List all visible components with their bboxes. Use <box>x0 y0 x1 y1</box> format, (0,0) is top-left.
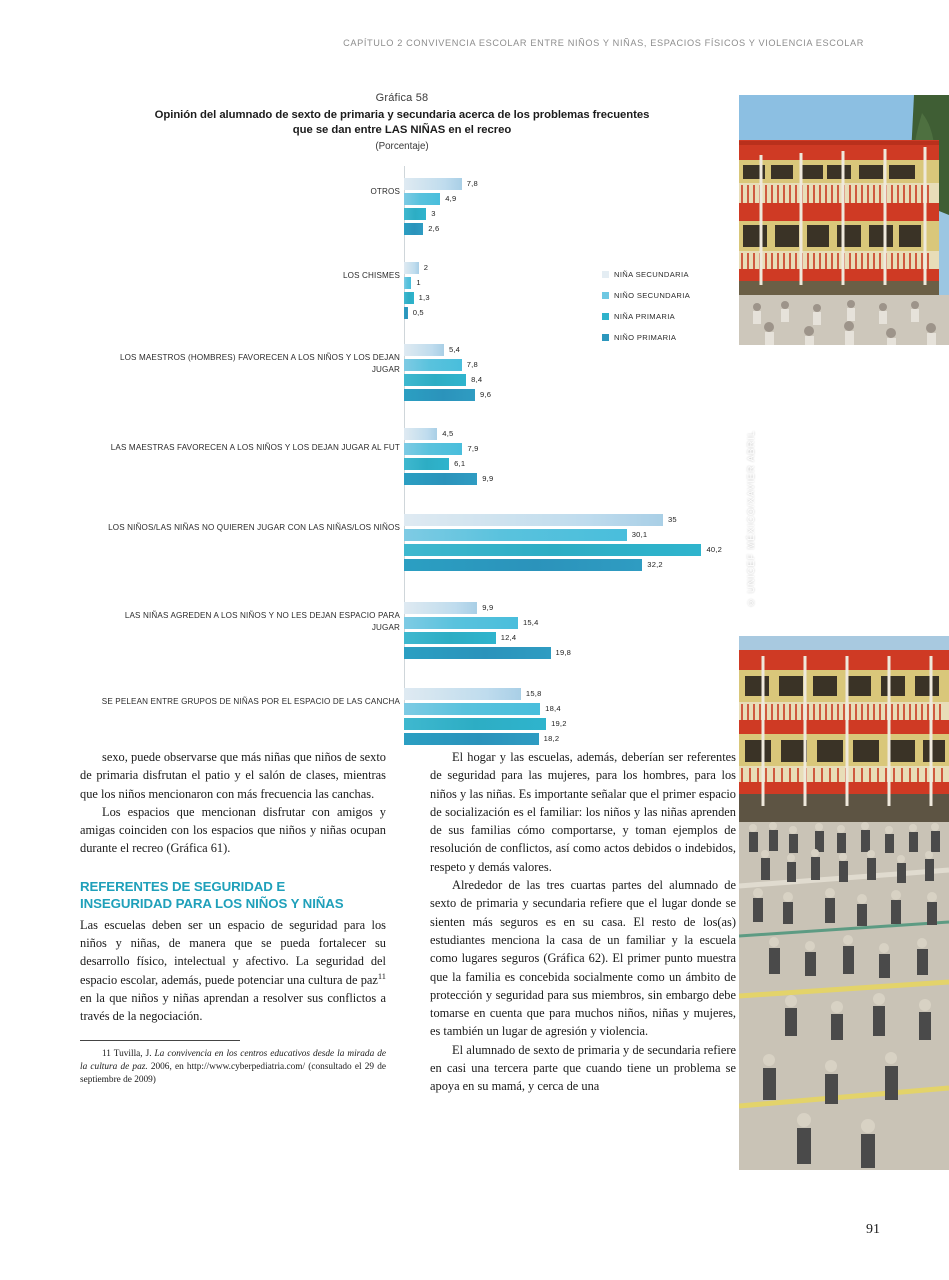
chart-bar-value-label: 18,4 <box>545 704 561 714</box>
chart-bar-value-label: 1 <box>416 278 421 288</box>
chart-bar-value-label: 4,5 <box>442 429 454 439</box>
chart-bar-row <box>404 223 478 235</box>
chart-bar <box>404 292 414 304</box>
chart-bar-value-label: 12,4 <box>500 633 517 643</box>
chart-bar-row <box>404 262 430 274</box>
chart-bar-row <box>404 703 567 715</box>
chart-bar-row <box>404 193 478 205</box>
chart-bar-row <box>404 307 430 319</box>
chart-bar-group <box>404 602 571 662</box>
chart-bar <box>404 529 627 541</box>
chart-bar-row <box>404 688 567 700</box>
chart-bar-value-label: 0,5 <box>412 308 424 318</box>
chart-bar-row <box>404 617 571 629</box>
chart-bar-group <box>404 178 478 238</box>
paragraph-right-2: Alrededor de las tres cuartas partes del alumnado de sexto de primaria y secundaria refiere que el lugar donde se sienten más seguros es en su casa. El resto de los(as) estudiantes menciona la casa de un familiar y la escuela como lugares seguros (Gráfica 62). El primer punto muestra que la familia es concebida socialmente como un ámbito de protección y seguridad para sus miembros, sin embargo debe tomarse en cuenta que para muchos niños, niñas y mujeres, es también un lugar de agresión y violencia. <box>430 878 736 1039</box>
chart-bar <box>404 262 419 274</box>
chart-bar <box>404 602 477 614</box>
chart-bar-row <box>404 389 491 401</box>
chart-category-label: OTROS <box>370 186 400 196</box>
chart-bar <box>404 389 475 401</box>
chart-bar-group <box>404 344 491 404</box>
photo-school-courtyard-bottom <box>739 636 949 1170</box>
chart-bar <box>404 428 437 440</box>
chart-bar <box>404 703 540 715</box>
paragraph-left-3 <box>80 916 386 1026</box>
chart-bar-group <box>404 428 493 488</box>
chart-bar <box>404 359 462 371</box>
chart-bar-row <box>404 733 567 745</box>
chart-bar-row <box>404 277 430 289</box>
chart-title <box>82 108 722 138</box>
chart-bar-row <box>404 718 567 730</box>
photo-credit: © UNICEF MÉXICO/XAVIER ABRIL <box>746 430 756 608</box>
chart-category-label: LOS MAESTROS (HOMBRES) FAVORECEN A LOS NIÑOS Y LOS DEJAN JUGAR <box>119 352 400 374</box>
chart-bar <box>404 632 496 644</box>
chart-bar-value-label: 15,8 <box>525 689 542 699</box>
body-column-left <box>80 748 386 1087</box>
chart-bar-row <box>404 292 430 304</box>
chart-bar <box>404 458 449 470</box>
legend-label: NIÑO SECUNDARIA <box>614 291 691 300</box>
chart-bar-value-label: 9,9 <box>482 603 494 613</box>
chart-bar <box>404 208 426 220</box>
chart-bar-row <box>404 428 493 440</box>
photo-school-courtyard-top <box>739 95 949 345</box>
footnote-author: Tuvilla, J. <box>110 1048 155 1059</box>
chart-bar-row <box>404 344 491 356</box>
chart-bar-row <box>404 208 478 220</box>
paragraph-left-1: sexo, puede observarse que más niñas que niños de sexto de primaria disfrutan el patio y el salón de clases, mientras que los niños mencionaron con más frecuencia las canchas. <box>80 750 386 801</box>
chart-bar <box>404 514 663 526</box>
chart-category-label: LOS CHISMES <box>343 270 400 280</box>
section-heading-line-1: REFERENTES DE SEGURIDAD E <box>80 878 286 894</box>
footnote-title: La convivencia en los centros educativos desde la mirada de la cultura de paz. <box>80 1048 386 1072</box>
chart-bar-value-label: 19,2 <box>551 719 567 729</box>
photo-top-svg <box>739 95 949 345</box>
chart-subtitle: (Porcentaje) <box>375 140 429 152</box>
chart-bar <box>404 178 462 190</box>
section-heading-referentes <box>80 878 386 912</box>
chart-bar-row <box>404 647 571 659</box>
chart-bar-row <box>404 544 722 556</box>
chart-bar-value-label: 1,3 <box>418 293 430 303</box>
paragraph-left-3-a: Las escuelas deben ser un espacio de seguridad para los niños y niñas, de manera que se pueda fortalecer su desarrollo físico, intelectual y afectivo. La seguridad del espacio escolar, además, puede potenciar una cultura de paz <box>80 917 386 987</box>
section-heading-line-2: INSEGURIDAD PARA LOS NIÑOS Y NIÑAS <box>80 895 344 911</box>
chart-bar-value-label: 7,8 <box>466 179 478 189</box>
chart-bar-group <box>404 262 430 322</box>
chart-bar-row <box>404 473 493 485</box>
chart-figure-number: Gráfica 58 <box>375 92 429 104</box>
chart-bar-value-label: 3 <box>431 209 436 219</box>
chart-legend <box>602 270 690 354</box>
chart-title-line-1: Opinión del alumnado de sexto de primaria y secundaria acerca de los problemas frecuentes <box>154 109 650 121</box>
footnote-11 <box>80 1048 386 1088</box>
chart-bar-row <box>404 529 722 541</box>
chart-bar <box>404 544 701 556</box>
legend-label: NIÑA PRIMARIA <box>614 312 676 321</box>
chart-bar <box>404 374 466 386</box>
chart-bar-row <box>404 602 571 614</box>
chart-bar <box>404 193 440 205</box>
chart-bar <box>404 223 423 235</box>
legend-swatch-icon-nina-primaria <box>602 313 609 320</box>
chart-plot-area <box>82 166 723 744</box>
legend-label: NIÑO PRIMARIA <box>614 333 677 342</box>
legend-swatch-icon-nino-secundaria <box>602 292 609 299</box>
chart-grafica-58 <box>82 92 723 744</box>
running-head: CAPÍTULO 2 CONVIVENCIA ESCOLAR ENTRE NIÑOS Y NIÑAS, ESPACIOS FÍSICOS Y VIOLENCIA ESCOLAR <box>343 38 864 48</box>
chart-bar-row <box>404 559 722 571</box>
paragraph-left-2: Los espacios que mencionan disfrutar con amigos y amigas coinciden con los espacios que niños y niñas ocupan durante el recreo (Gráfica 61). <box>80 804 386 856</box>
paragraph-right-1: El hogar y las escuelas, además, deberían ser referentes de seguridad para las mujeres, para los hombres, para los niños y las niñas. Es importante señalar que el primer espacio de socialización es el familiar: los niños y las niñas aprenden de sus familias cómo comportarse, y toman ejemplos de resolución de conflictos, así como actos debidos o indebidos, respeto y demás valores. <box>430 750 736 874</box>
chart-bar <box>404 647 551 659</box>
legend-item-nino-primaria <box>602 333 690 342</box>
footnote-source: 2006, en http://www.cyberpediatria.com/ (consultado el 29 de septiembre de 2009) <box>80 1061 386 1085</box>
chart-bar-value-label: 2 <box>423 263 429 273</box>
chart-bar <box>404 688 521 700</box>
chart-bar-value-label: 32,2 <box>647 560 663 570</box>
chart-bar-value-label: 4,9 <box>445 194 457 204</box>
chart-bar <box>404 473 477 485</box>
chart-category-label: LAS NIÑAS AGREDEN A LOS NIÑOS Y NO LES DEJAN ESPACIO PARA JUGAR <box>124 610 400 632</box>
paragraph-right-3: El alumnado de sexto de primaria y de secundaria refiere en casi una tercera parte que cuando tiene un problema se apoya en su mamá, y cerca de una <box>430 1042 736 1094</box>
chart-bar <box>404 559 642 571</box>
legend-label: NIÑA SECUNDARIA <box>614 270 689 279</box>
chart-bar <box>404 277 411 289</box>
chart-bar-value-label: 6,1 <box>454 459 466 469</box>
footnote-ref-11[interactable]: 11 <box>377 970 386 981</box>
chart-bar-row <box>404 514 722 526</box>
chart-bar <box>404 307 408 319</box>
footnote-divider <box>80 1040 240 1041</box>
legend-swatch-icon-nina-secundaria <box>602 271 609 278</box>
legend-item-nino-secundaria <box>602 291 690 300</box>
chart-bar-row <box>404 632 571 644</box>
page-number: 91 <box>866 1222 880 1237</box>
legend-item-nina-secundaria <box>602 270 690 279</box>
chart-bar <box>404 718 546 730</box>
chart-bar <box>404 617 518 629</box>
chart-bar <box>404 733 539 745</box>
chart-bar-group <box>404 514 722 574</box>
chart-category-label: LAS MAESTRAS FAVORECEN A LOS NIÑOS Y LOS DEJAN JUGAR AL FUT <box>110 442 400 452</box>
chart-bar-value-label: 9,9 <box>482 474 494 484</box>
chart-bar-value-label: 9,6 <box>480 390 492 400</box>
chart-category-label: LOS NIÑOS/LAS NIÑAS NO QUIEREN JUGAR CON LAS NIÑAS/LOS NIÑOS <box>108 522 400 532</box>
chart-bar-value-label: 19,8 <box>555 648 572 658</box>
chart-bar-value-label: 8,4 <box>471 375 483 385</box>
chart-category-label: SE PELEAN ENTRE GRUPOS DE NIÑAS POR EL ESPACIO DE LAS CANCHA <box>101 696 400 706</box>
chart-bar-row <box>404 458 493 470</box>
chart-bar-value-label: 18,2 <box>543 734 560 744</box>
chart-bar <box>404 344 444 356</box>
chart-bar-value-label: 35 <box>668 515 677 525</box>
chart-bar-row <box>404 178 478 190</box>
chart-bar-value-label: 7,9 <box>467 444 479 454</box>
chart-bar-value-label: 30,1 <box>631 530 648 540</box>
photo-bottom-svg <box>739 636 949 1170</box>
chart-bar-row <box>404 374 491 386</box>
footnote-number: 11 <box>102 1048 111 1059</box>
body-column-right <box>430 748 736 1096</box>
chart-bar-row <box>404 443 493 455</box>
chart-bar-value-label: 2,6 <box>428 224 440 234</box>
chart-bar-row <box>404 359 491 371</box>
chart-title-line-2: que se dan entre LAS NIÑAS en el recreo <box>292 123 512 136</box>
chart-bar-group <box>404 688 567 748</box>
chart-bar-value-label: 5,4 <box>448 345 461 355</box>
legend-item-nina-primaria <box>602 312 690 321</box>
chart-bar-value-label: 15,4 <box>522 618 539 628</box>
legend-swatch-icon-nino-primaria <box>602 334 609 341</box>
chart-bar-value-label: 40,2 <box>706 545 723 555</box>
paragraph-left-3-b: en la que niños y niñas aprendan a resolver sus conflictos a través de la negociación. <box>80 991 386 1024</box>
chart-bar-value-label: 7,8 <box>466 360 478 370</box>
chart-bar <box>404 443 462 455</box>
